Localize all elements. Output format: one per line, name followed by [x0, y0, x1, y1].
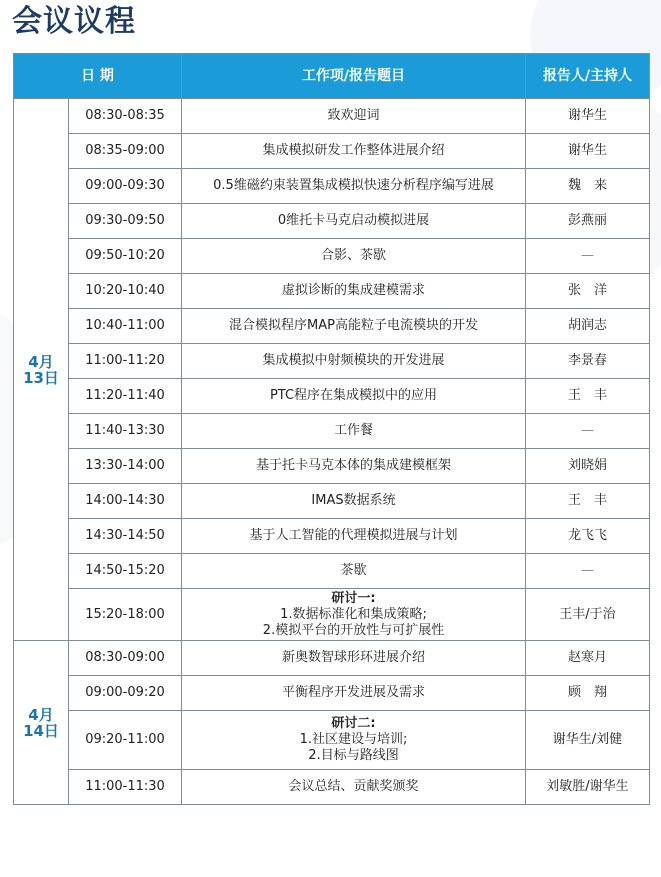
topic-cell [182, 711, 526, 770]
date-cell [14, 99, 69, 641]
topic-cell: 平衡程序开发进展及需求 [182, 676, 526, 711]
time-cell: 09:20-11:00 [69, 711, 182, 770]
time-cell: 15:20-18:00 [69, 589, 182, 641]
time-cell: 08:35-09:00 [69, 134, 182, 169]
speaker-cell: 赵寒月 [526, 641, 650, 676]
topic-cell: 会议总结、贡献奖颁奖 [182, 770, 526, 805]
table-row [14, 239, 650, 274]
date-day: 14日 [23, 721, 59, 740]
table-row [14, 414, 650, 449]
time-cell: 11:00-11:30 [69, 770, 182, 805]
speaker-cell: 谢华生/刘健 [526, 711, 650, 770]
speaker-cell: 王 丰 [526, 379, 650, 414]
topic-cell: 集成模拟中射频模块的开发进展 [182, 344, 526, 379]
topic-cell: 混合模拟程序MAP高能粒子电流模块的开发 [182, 309, 526, 344]
speaker-cell: 彭燕丽 [526, 204, 650, 239]
date-day: 13日 [23, 368, 59, 387]
table-row [14, 641, 650, 676]
time-cell: 11:00-11:20 [69, 344, 182, 379]
time-cell: 09:00-09:30 [69, 169, 182, 204]
table-row [14, 169, 650, 204]
topic-cell: 集成模拟研发工作整体进展介绍 [182, 134, 526, 169]
table-row [14, 379, 650, 414]
page-title: 会议议程 [12, 4, 136, 39]
speaker-cell: 王 丰 [526, 484, 650, 519]
discussion-item: 1.数据标准化和集成策略; [280, 606, 427, 622]
header-topic: 工作项/报告题目 [182, 54, 526, 99]
date-month: 4月 [28, 352, 54, 371]
speaker-cell: — [526, 554, 650, 589]
speaker-cell: 张 洋 [526, 274, 650, 309]
speaker-cell: 谢华生 [526, 99, 650, 134]
speaker-cell: 龙飞飞 [526, 519, 650, 554]
agenda-table [13, 53, 650, 805]
table-row [14, 274, 650, 309]
time-cell: 09:50-10:20 [69, 239, 182, 274]
speaker-cell: — [526, 414, 650, 449]
discussion-item: 1.社区建设与培训; [299, 732, 408, 747]
speaker-cell: 谢华生 [526, 134, 650, 169]
speaker-cell: 胡润志 [526, 309, 650, 344]
time-cell: 09:00-09:20 [69, 676, 182, 711]
time-cell: 11:20-11:40 [69, 379, 182, 414]
table-row [14, 554, 650, 589]
time-cell: 10:40-11:00 [69, 309, 182, 344]
topic-cell: 新奥数智球形环进展介绍 [182, 641, 526, 676]
table-row [14, 344, 650, 379]
discussion-title: 研讨二: [331, 716, 376, 731]
topic-cell: 虚拟诊断的集成建模需求 [182, 274, 526, 309]
topic-cell: 0维托卡马克启动模拟进展 [182, 204, 526, 239]
topic-cell [182, 589, 526, 641]
topic-cell: 基于人工智能的代理模拟进展与计划 [182, 519, 526, 554]
time-cell: 13:30-14:00 [69, 449, 182, 484]
topic-cell: 工作餐 [182, 414, 526, 449]
date-month: 4月 [28, 705, 54, 724]
topic-cell: 致欢迎词 [182, 99, 526, 134]
table-row [14, 309, 650, 344]
day1-section [14, 99, 650, 641]
speaker-cell: 刘晓娟 [526, 449, 650, 484]
table-row [14, 99, 650, 134]
topic-cell: IMAS数据系统 [182, 484, 526, 519]
speaker-cell: 李景春 [526, 344, 650, 379]
speaker-cell: — [526, 239, 650, 274]
time-cell: 11:40-13:30 [69, 414, 182, 449]
time-cell: 08:30-09:00 [69, 641, 182, 676]
discussion-row [14, 589, 650, 641]
time-cell: 14:50-15:20 [69, 554, 182, 589]
speaker-cell: 魏 来 [526, 169, 650, 204]
table-row [14, 449, 650, 484]
speaker-cell: 顾 翔 [526, 676, 650, 711]
header-date: 日 期 [14, 54, 182, 99]
time-cell: 14:30-14:50 [69, 519, 182, 554]
table-row [14, 204, 650, 239]
time-cell: 14:00-14:30 [69, 484, 182, 519]
discussion-item: 2.模拟平台的开放性与可扩展性 [262, 622, 445, 638]
speaker-cell: 刘敏胜/谢华生 [526, 770, 650, 805]
table-row [14, 676, 650, 711]
topic-cell: 0.5维磁约束装置集成模拟快速分析程序编写进展 [182, 169, 526, 204]
time-cell: 09:30-09:50 [69, 204, 182, 239]
table-row [14, 484, 650, 519]
discussion-row [14, 711, 650, 770]
table-row [14, 519, 650, 554]
table-row [14, 134, 650, 169]
table-row [14, 770, 650, 805]
speaker-cell: 王丰/于治 [526, 589, 650, 641]
topic-cell: 合影、茶歇 [182, 239, 526, 274]
day2-section [14, 641, 650, 805]
discussion-title: 研讨一: [331, 590, 376, 606]
time-cell: 10:20-10:40 [69, 274, 182, 309]
discussion-item: 2.目标与路线图 [308, 748, 399, 763]
header-speaker: 报告人/主持人 [526, 54, 650, 99]
date-cell [14, 641, 69, 805]
topic-cell: PTC程序在集成模拟中的应用 [182, 379, 526, 414]
time-cell: 08:30-08:35 [69, 99, 182, 134]
table-header-row [14, 54, 650, 99]
topic-cell: 茶歇 [182, 554, 526, 589]
topic-cell: 基于托卡马克本体的集成建模框架 [182, 449, 526, 484]
